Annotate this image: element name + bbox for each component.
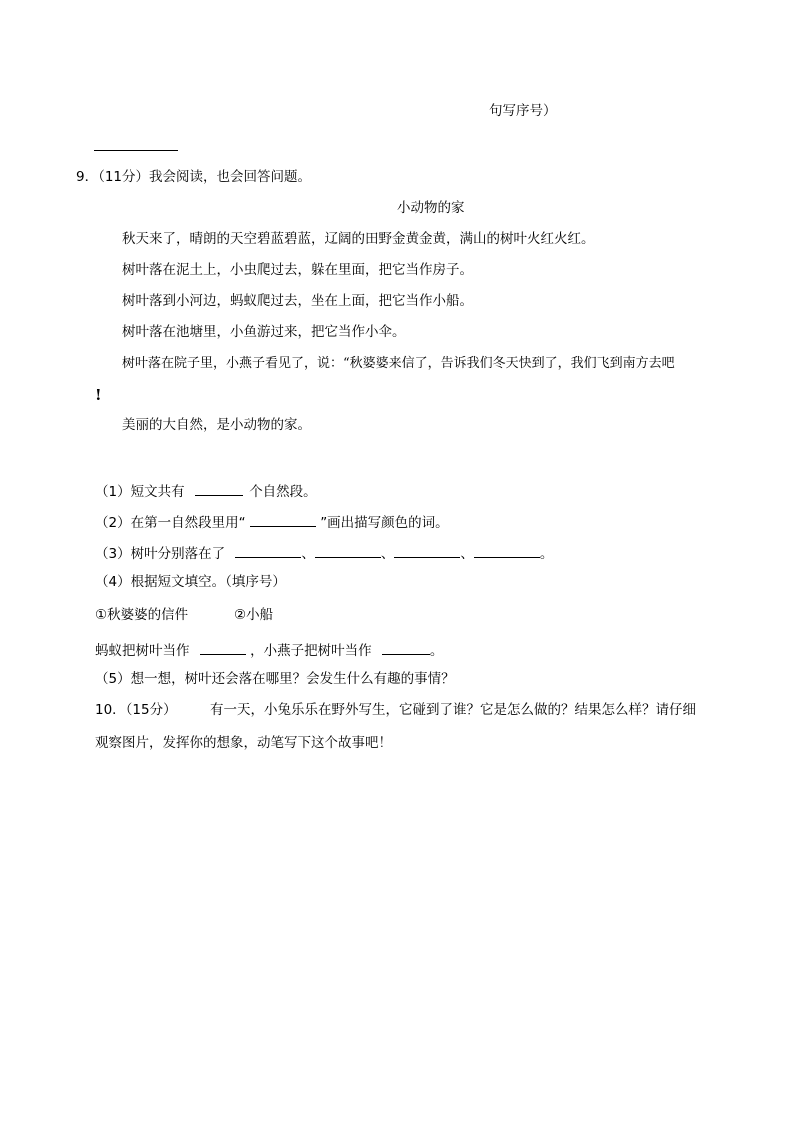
answer-blank[interactable] (195, 483, 243, 496)
fill-in-prompt: 蚂蚁把树叶当作 (95, 643, 190, 659)
answer-blank[interactable] (394, 545, 460, 558)
separator: 、 (460, 546, 474, 562)
sub-question-2-prompt: （2）在第一自然段里用“ (95, 515, 246, 531)
sub-question-2-suffix: ”画出描写颜色的词。 (320, 515, 449, 531)
answer-blank[interactable] (235, 545, 301, 558)
previous-question-fragment: 句写序号） (489, 103, 557, 119)
answer-blank[interactable] (200, 642, 246, 655)
option-1: ①秋婆婆的信件 (95, 607, 189, 623)
fill-in-end: 。 (429, 643, 444, 659)
sub-question-2 (95, 514, 449, 531)
story-paragraph-3: 树叶落到小河边，蚂蚁爬过去，坐在上面，把它当作小船。 (122, 293, 473, 309)
sub-question-3-end: 。 (539, 546, 554, 562)
answer-line (94, 150, 178, 151)
story-paragraph-4: 树叶落在池塘里，小鱼游过来，把它当作小伞。 (122, 324, 406, 340)
sub-question-1-prompt: （1）短文共有 (95, 484, 185, 500)
answer-blank[interactable] (315, 545, 381, 558)
story-paragraph-1: 秋天来了，晴朗的天空碧蓝碧蓝，辽阔的田野金黄金黄，满山的树叶火红火红。 (122, 231, 595, 247)
story-paragraph-5: 树叶落在院子里，小燕子看见了，说：“秋婆婆来信了，告诉我们冬天快到了，我们飞到南方去吧 (122, 356, 675, 371)
answer-blank[interactable] (474, 545, 540, 558)
option-2: ②小船 (234, 607, 274, 623)
answer-blank[interactable] (250, 514, 316, 527)
question-10-text-line-2: 观察图片，发挥你的想象，动笔写下这个故事吧！ (95, 735, 392, 751)
story-title: 小动物的家 (397, 200, 465, 216)
separator: 、 (301, 546, 315, 562)
story-paragraph-6: 美丽的大自然，是小动物的家。 (122, 417, 311, 433)
sub-question-1-suffix: 个自然段。 (249, 484, 317, 500)
question-9-heading: 9．（11分）我会阅读，也会回答问题。 (76, 169, 312, 185)
answer-blank[interactable] (382, 642, 430, 655)
sub-question-3 (95, 545, 553, 562)
sub-question-3-prompt: （3）树叶分别落在了 (95, 546, 226, 562)
sub-question-1 (95, 483, 317, 500)
fill-in-sentence (95, 642, 443, 659)
fill-in-middle: ，小燕子把树叶当作 (250, 643, 372, 659)
question-10-text-line-1: 有一天，小兔乐乐在野外写生，它碰到了谁？它是怎么做的？结果怎么样？请仔细 (210, 702, 696, 718)
story-paragraph-2: 树叶落在泥土上，小虫爬过去，躲在里面，把它当作房子。 (122, 262, 473, 278)
sub-question-5: （5）想一想，树叶还会落在哪里？会发生什么有趣的事情？ (95, 671, 455, 687)
separator: 、 (380, 546, 395, 562)
sub-question-4: （4）根据短文填空。（填序号） (95, 574, 286, 590)
question-10-label: 10．（15分） (95, 702, 177, 718)
story-paragraph-5-overflow: ! (95, 386, 102, 404)
